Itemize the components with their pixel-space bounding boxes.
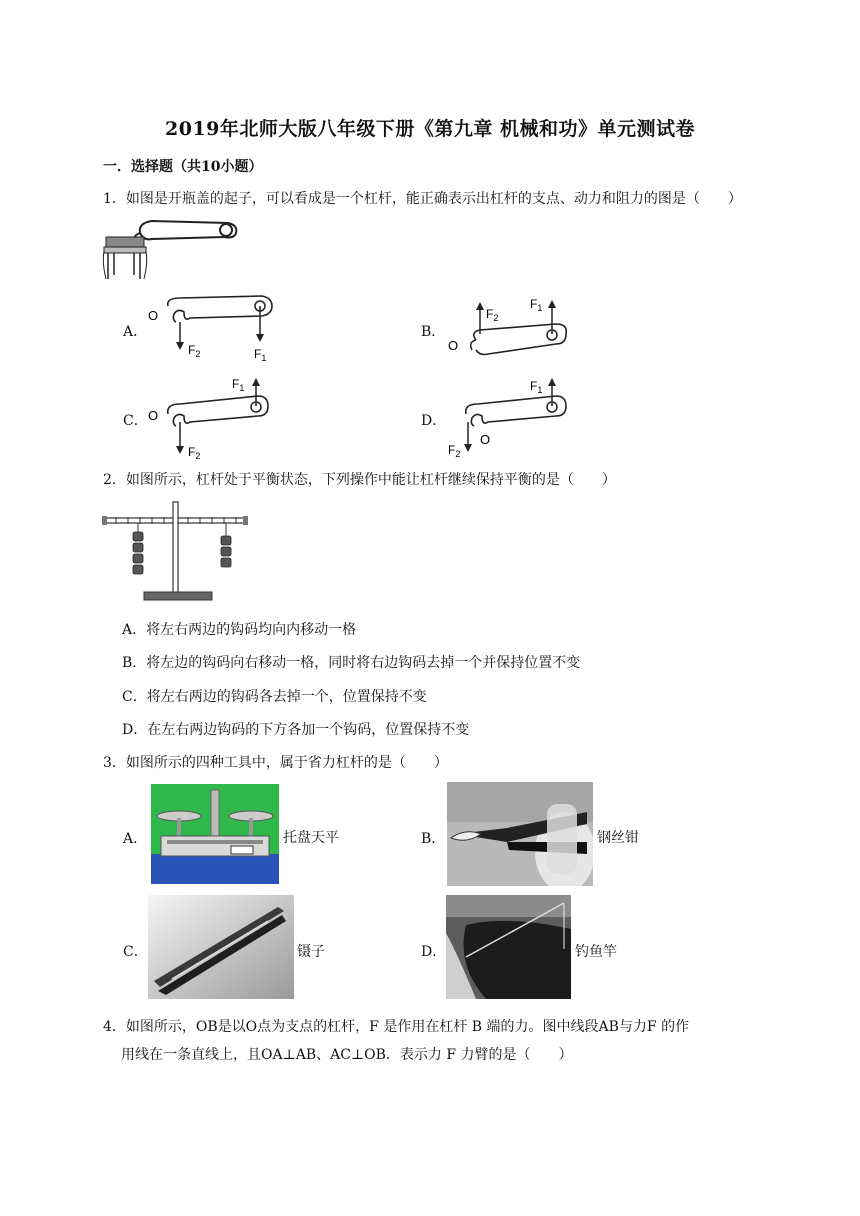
svg-text:F1: $F_1$	[530, 379, 543, 395]
question-1-text: 1．如图是开瓶盖的起子，可以看成是一个杠杆，能正确表示出杠杆的支点、动力和阻力的图是（ ）	[103, 191, 742, 207]
section-heading: 一．选择题（共10小题）	[103, 159, 263, 175]
question-4-line-1: 4．如图所示，OB是以O点为支点的杠杆，F 是作用在杠杆 B 端的力。图中线段AB与力F 的作	[103, 1019, 690, 1035]
svg-text:O: O	[480, 432, 491, 447]
q1-option-a-diagram	[146, 294, 282, 362]
q1-option-b-label: B．	[421, 324, 446, 340]
svg-text:O: O	[448, 338, 459, 353]
q1a-o-label: O	[148, 308, 159, 323]
q1-option-c-diagram	[146, 374, 276, 462]
svg-text:F1: $F_1$	[254, 347, 267, 362]
q2-option-a: A．将左右两边的钩码均向内移动一格	[122, 622, 357, 638]
q3-option-d-label: D．	[421, 944, 447, 960]
q3-option-a-caption: 托盘天平	[283, 830, 339, 846]
svg-text:F1: $F_1$	[232, 377, 245, 393]
question-4-line-2: 用线在一条直线上，且OA⊥AB、AC⊥OB．表示力 F 力臂的是（ ）	[121, 1047, 573, 1063]
q2-option-d: D．在左右两边钩码的下方各加一个钩码，位置保持不变	[122, 722, 470, 738]
svg-text:O: O	[148, 408, 159, 423]
q1-option-c-label: C．	[123, 413, 148, 429]
lever-balance-figure	[100, 500, 250, 604]
q3-option-b-caption: 钢丝钳	[597, 830, 639, 846]
q1-option-d-diagram	[446, 374, 576, 462]
q3-option-a-label: A．	[123, 831, 148, 847]
q1-option-d-label: D．	[421, 413, 447, 429]
q2-option-c: C．将左右两边的钩码各去掉一个，位置保持不变	[122, 689, 427, 705]
bottle-opener-figure	[100, 215, 240, 283]
q3-option-c-label: C．	[123, 944, 148, 960]
pliers-photo	[447, 782, 593, 886]
question-2-text: 2．如图所示，杠杆处于平衡状态，下列操作中能让杠杆继续保持平衡的是（ ）	[103, 472, 616, 488]
svg-text:F2: $F_2$	[448, 443, 461, 459]
q2-option-b: B．将左边的钩码向右移动一格，同时将右边钩码去掉一个并保持位置不变	[122, 655, 581, 671]
question-3-text: 3．如图所示的四种工具中，属于省力杠杆的是（ ）	[103, 755, 448, 771]
q3-option-b-label: B．	[421, 831, 446, 847]
svg-text:F1: $F_1$	[530, 297, 543, 313]
q1-option-b-diagram	[446, 294, 576, 360]
page-title: 2019年北师大版八年级下册《第九章 机械和功》单元测试卷	[165, 118, 695, 140]
svg-text:F2: $F_2$	[188, 445, 201, 461]
svg-text:F2: $F_2$	[486, 307, 499, 323]
q1-option-a-label: A．	[123, 324, 148, 340]
fishing-rod-photo	[446, 895, 571, 999]
svg-text:F2: $F_2$	[188, 343, 201, 359]
tweezers-photo	[148, 895, 294, 999]
q3-option-d-caption: 钓鱼竿	[575, 944, 617, 960]
q3-option-c-caption: 镊子	[297, 944, 325, 960]
balance-scale-photo	[151, 784, 279, 884]
